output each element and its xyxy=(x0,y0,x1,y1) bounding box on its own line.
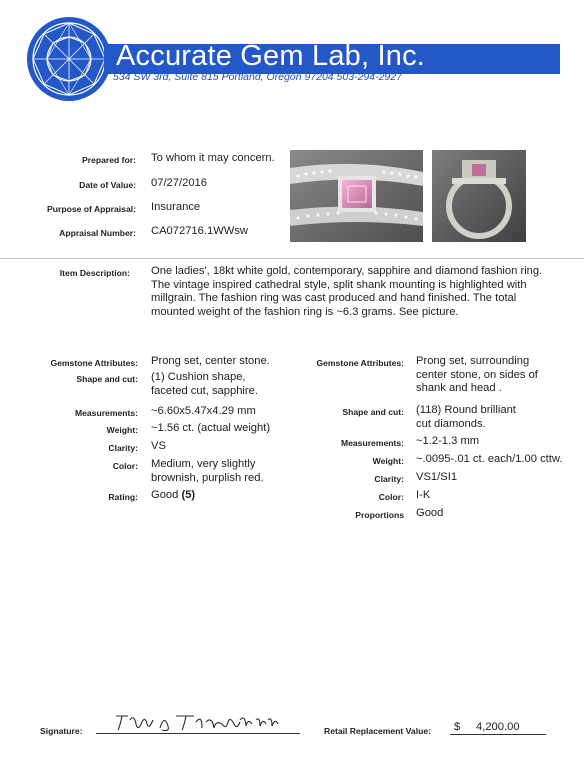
currency-symbol: $ xyxy=(454,721,461,733)
signature-line xyxy=(96,733,300,734)
side-weight-label: Weight: xyxy=(372,456,404,466)
center-clarity-label: Clarity: xyxy=(108,443,138,453)
center-clarity-value: VS xyxy=(151,440,166,452)
side-attributes-label: Gemstone Attributes: xyxy=(316,358,404,368)
side-color-label: Color: xyxy=(378,492,404,502)
center-weight-value: ~1.56 ct. (actual weight) xyxy=(151,422,271,434)
company-name: Accurate Gem Lab, Inc. xyxy=(116,40,426,72)
side-measurements-value: ~1.2-1.3 mm xyxy=(416,435,480,447)
side-proportions-label: Proportions xyxy=(355,510,404,520)
purpose-value: Insurance xyxy=(151,201,201,213)
center-weight-label: Weight: xyxy=(106,425,138,435)
side-shape-label: Shape and cut: xyxy=(342,407,404,417)
side-color-value: I-K xyxy=(416,489,431,501)
side-clarity-value: VS1/SI1 xyxy=(416,471,458,483)
date-value: 07/27/2016 xyxy=(151,177,207,189)
company-address: 534 SW 3rd, Suite 815 Portland, Oregon 97204 503-294-2927 xyxy=(113,71,402,83)
rating-score: (5) xyxy=(181,489,196,501)
item-description-text: One ladies', 18kt white gold, contemporary, sapphire and diamond fashion ring. The vintage inspired cathedral style, split shank mounting is highlighted with millgrain. The fashion ring was cast produced and hand finished. The total mounted weight of the fashion ring is ~6.3 grams. See picture. xyxy=(151,265,543,318)
side-clarity-label: Clarity: xyxy=(374,474,404,484)
appraisal-number-label: Appraisal Number: xyxy=(59,228,136,238)
center-shape-value: (1) Cushion shape, faceted cut, sapphire. xyxy=(151,371,258,397)
retail-value-line xyxy=(450,734,546,735)
section-divider xyxy=(0,258,584,259)
side-attributes-value: Prong set, surrounding center stone, on sides of shank and head . xyxy=(416,355,538,395)
center-measurements-label: Measurements: xyxy=(74,408,138,418)
appraisal-number-value: CA072716.1WWsw xyxy=(151,225,248,237)
retail-value: 4,200.00 xyxy=(476,721,520,733)
rating-text: Good xyxy=(151,489,179,501)
side-proportions-value: Good xyxy=(416,507,444,519)
retail-value-label: Retail Replacement Value: xyxy=(324,726,431,736)
ring-side-photo xyxy=(432,150,526,242)
side-measurements-label: Measurements: xyxy=(340,438,404,448)
center-attributes-value: Prong set, center stone. xyxy=(151,355,270,367)
center-attributes-label: Gemstone Attributes: xyxy=(50,358,138,368)
signature-label: Signature: xyxy=(40,726,83,736)
purpose-label: Purpose of Appraisal: xyxy=(47,204,136,214)
center-color-label: Color: xyxy=(112,461,138,471)
center-rating-value xyxy=(151,489,195,503)
prepared-for-value: To whom it may concern. xyxy=(151,152,275,164)
prepared-for-label: Prepared for: xyxy=(82,155,136,165)
item-description-label: Item Description: xyxy=(59,268,130,278)
center-measurements-value: ~6.60x5.47x4.29 mm xyxy=(151,405,256,417)
center-shape-label: Shape and cut: xyxy=(76,374,138,384)
date-label: Date of Value: xyxy=(79,180,136,190)
handwritten-signature xyxy=(98,706,298,736)
ring-top-photo xyxy=(290,150,423,242)
gem-logo-icon xyxy=(26,16,112,102)
center-color-value: Medium, very slightly brownish, purplish red. xyxy=(151,458,264,484)
side-shape-value: (118) Round brilliant cut diamonds. xyxy=(416,404,516,430)
side-weight-value: ~.0095-.01 ct. each/1.00 cttw. xyxy=(416,453,563,465)
center-rating-label: Rating: xyxy=(108,492,138,502)
